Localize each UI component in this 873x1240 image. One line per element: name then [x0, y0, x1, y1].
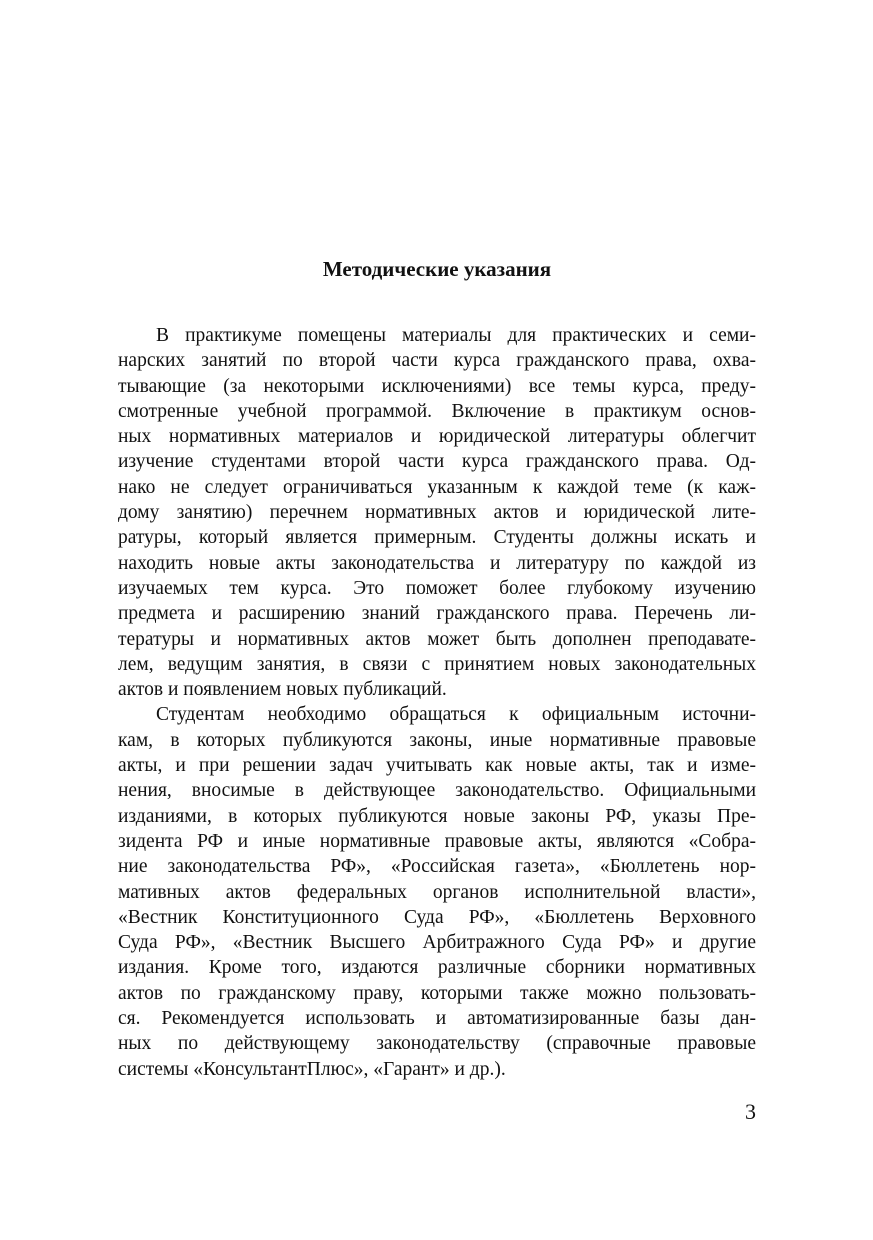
text-line: тературы и нормативных актов может быть дополнен преподавате-: [118, 628, 756, 650]
text-line: Студентам необходимо обращаться к официальным источни-: [156, 704, 756, 726]
text-line: актов и появлением новых публикаций.: [118, 679, 447, 701]
text-line: Суда РФ», «Вестник Высшего Арбитражного Суда РФ» и другие: [118, 932, 756, 954]
text-line: изучаемых тем курса. Это поможет более глубокому изучению: [118, 577, 756, 599]
text-line: ние законодательства РФ», «Российская газета», «Бюллетень нор-: [118, 856, 756, 878]
text-line: нако не следует ограничиваться указанным к каждой теме (к каж-: [118, 476, 756, 498]
text-line: системы «КонсультантПлюс», «Гарант» и др.).: [118, 1058, 506, 1080]
text-line: дому занятию) перечнем нормативных актов и юридической лите-: [118, 502, 756, 524]
paragraph-2: [118, 702, 756, 1081]
text-line: акты, и при решении задач учитывать как новые акты, так и изме-: [118, 755, 756, 777]
text-line: ных нормативных материалов и юридической литературы облегчит: [118, 426, 756, 448]
text-line: кам, в которых публикуются законы, иные нормативные правовые: [118, 729, 756, 751]
text-line: зидента РФ и иные нормативные правовые акты, являются «Собра-: [118, 830, 756, 852]
body-text: [118, 323, 756, 1082]
text-line: предмета и расширению знаний гражданского права. Перечень ли-: [118, 603, 756, 625]
text-line: изучение студентами второй части курса гражданского права. Од-: [118, 451, 756, 473]
text-line: ных по действующему законодательству (справочные правовые: [118, 1033, 756, 1055]
text-line: тывающие (за некоторыми исключениями) все темы курса, преду-: [118, 375, 756, 397]
page-title: Методические указания: [322, 257, 552, 281]
text-line: актов по гражданскому праву, которыми также можно пользовать-: [118, 982, 756, 1004]
text-line: изданиями, в которых публикуются новые законы РФ, указы Пре-: [118, 805, 756, 827]
text-line: издания. Кроме того, издаются различные сборники нормативных: [118, 957, 756, 979]
text-line: смотренные учебной программой. Включение в практикум основ-: [118, 400, 756, 422]
text-line: мативных актов федеральных органов исполнительной власти»,: [118, 881, 756, 903]
text-line: ся. Рекомендуется использовать и автоматизированные базы дан-: [118, 1008, 756, 1030]
text-line: нения, вносимые в действующее законодательство. Официальными: [118, 780, 756, 802]
text-line: лем, ведущим занятия, в связи с принятием новых законодательных: [118, 653, 756, 675]
text-line: находить новые акты законодательства и литературу по каждой из: [118, 552, 756, 574]
paragraph-1: [118, 323, 756, 702]
text-line: «Вестник Конституционного Суда РФ», «Бюллетень Верховного: [118, 906, 756, 928]
text-line: В практикуме помещены материалы для практических и семи-: [156, 325, 756, 346]
text-line: нарских занятий по второй части курса гражданского права, охва-: [118, 350, 756, 372]
text-line: ратуры, который является примерным. Студенты должны искать и: [118, 527, 756, 549]
page-number: 3: [745, 1099, 756, 1124]
